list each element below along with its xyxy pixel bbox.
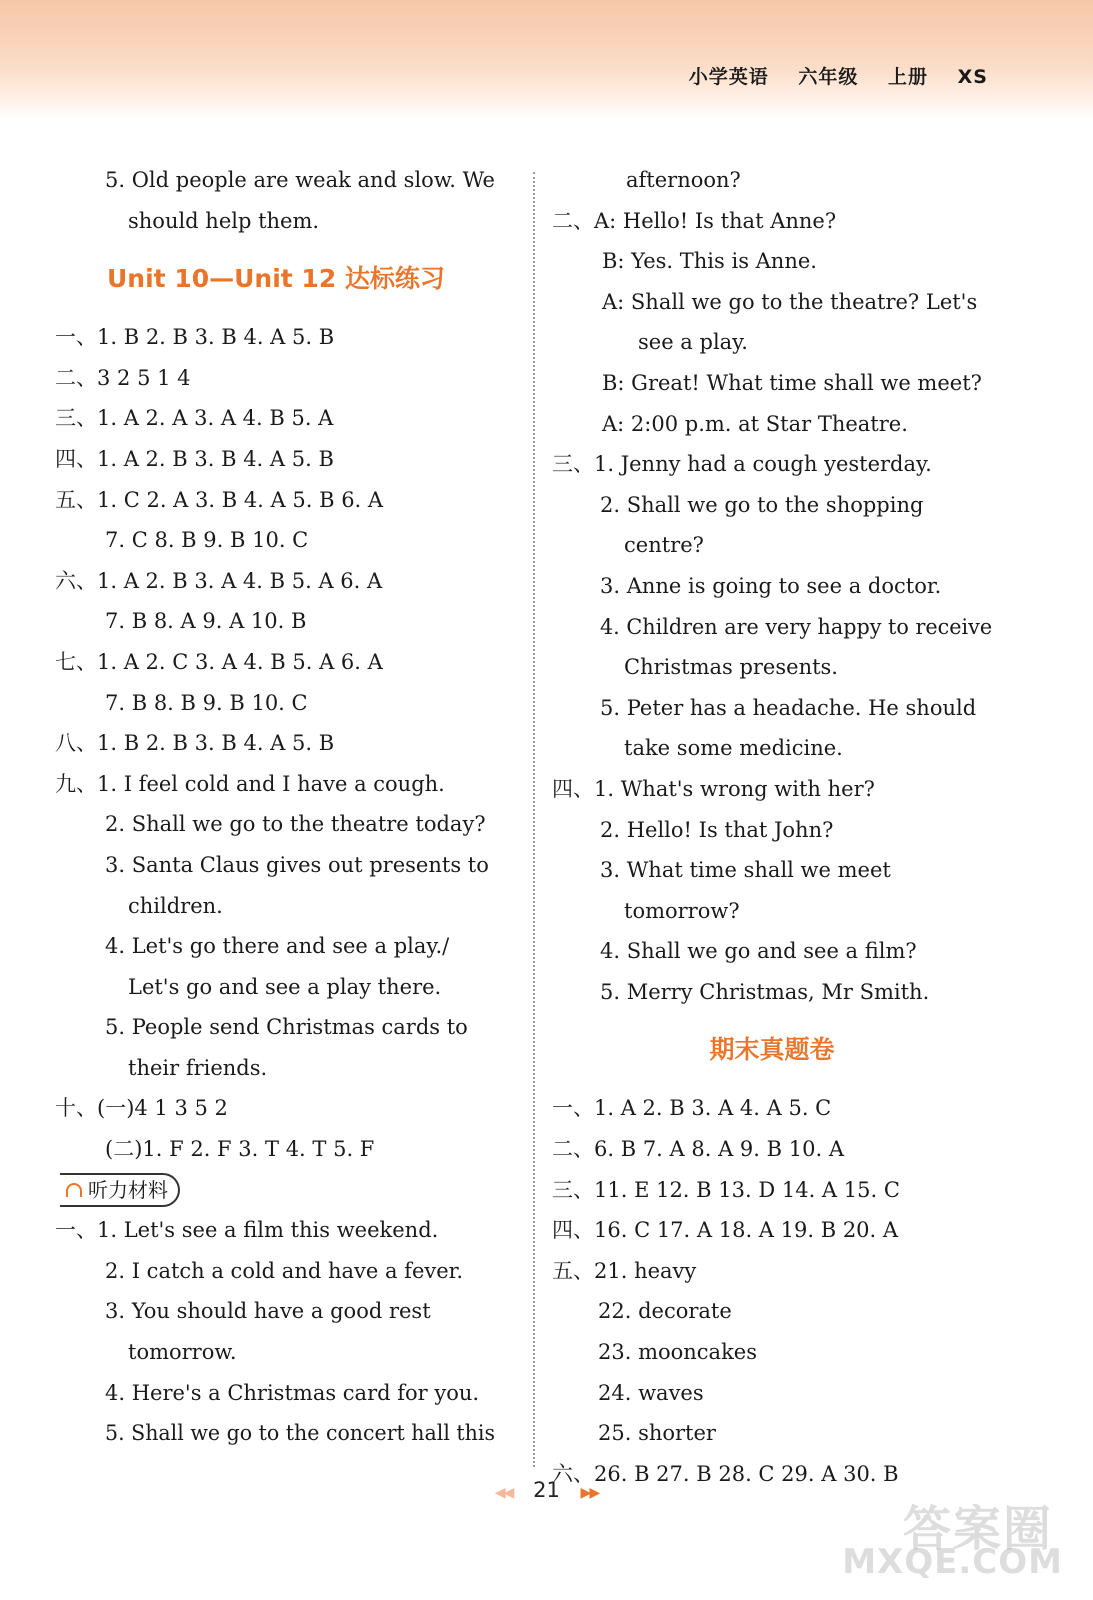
book-info [667, 62, 988, 89]
answer-text: 三、11. E 12. B 13. D 14. A 15. C [552, 1177, 900, 1202]
answer-line [552, 647, 992, 688]
answer-line [55, 201, 495, 242]
answer-text: 3. You should have a good rest [105, 1299, 431, 1324]
watermark-logo: 答案圈 [902, 1501, 1053, 1557]
answer-text: 七、1. A 2. C 3. A 4. B 5. A 6. A [55, 649, 383, 674]
answer-line [55, 358, 495, 399]
section-heading [552, 1012, 992, 1088]
listening-material-label [55, 1170, 495, 1211]
answer-text: children. [128, 893, 223, 918]
answer-line [55, 683, 495, 724]
answer-text: 4. Here's a Christmas card for you. [105, 1380, 480, 1405]
answer-line [552, 1413, 992, 1454]
answer-line [552, 1210, 992, 1251]
answer-text: 5. People send Christmas cards to [105, 1015, 468, 1040]
answer-line [55, 317, 495, 358]
answer-text: take some medicine. [624, 736, 843, 761]
answer-text: (二)1. F 2. F 3. T 4. T 5. F [105, 1137, 375, 1162]
answer-text: A: 2:00 p.m. at Star Theatre. [602, 411, 908, 436]
header-band [0, 0, 1093, 118]
answer-line [552, 972, 992, 1013]
listening-material-text: 听力材料 [88, 1177, 168, 1202]
answer-line [55, 764, 495, 805]
answer-text: see a play. [638, 330, 748, 355]
answer-line [552, 850, 992, 891]
answer-line [55, 804, 495, 845]
answer-text: 7. B 8. B 9. B 10. C [105, 690, 308, 715]
answer-line [552, 363, 992, 404]
answer-text: 7. C 8. B 9. B 10. C [105, 528, 309, 553]
answer-text: 一、1. Let's see a film this weekend. [55, 1218, 439, 1243]
answer-line [552, 931, 992, 972]
answer-line [552, 688, 992, 729]
answer-line [55, 398, 495, 439]
answer-text: 2. Shall we go to the theatre today? [105, 812, 486, 837]
answer-text: 五、1. C 2. A 3. B 4. A 5. B 6. A [55, 487, 384, 512]
answer-text: 一、1. A 2. B 3. A 4. A 5. C [552, 1096, 832, 1121]
answer-text: 7. B 8. A 9. A 10. B [105, 609, 307, 634]
answer-line [552, 201, 992, 242]
answer-text: 3. Anne is going to see a doctor. [600, 573, 942, 598]
answer-text: 5. Peter has a headache. He should [600, 695, 977, 720]
answer-text: 六、1. A 2. B 3. A 4. B 5. A 6. A [55, 568, 383, 593]
answer-line [552, 322, 992, 363]
answer-text: B: Yes. This is Anne. [602, 249, 817, 274]
answer-text: 22. decorate [598, 1299, 732, 1324]
answer-text: 23. mooncakes [598, 1340, 758, 1365]
left-answer-column [55, 160, 495, 1454]
answer-line [55, 723, 495, 764]
answer-line [552, 241, 992, 282]
answer-line [55, 520, 495, 561]
answer-text: tomorrow. [128, 1340, 237, 1365]
answer-line [552, 525, 992, 566]
answer-text: 六、26. B 27. B 28. C 29. A 30. B [552, 1461, 899, 1486]
watermark-url: MXQE.COM [842, 1542, 1063, 1582]
answer-line [55, 1332, 495, 1373]
answer-line [55, 845, 495, 886]
answer-line [552, 160, 992, 201]
answer-line [552, 282, 992, 323]
answer-line [55, 926, 495, 967]
answer-line [55, 1088, 495, 1129]
answer-line [552, 607, 992, 648]
answer-line [55, 601, 495, 642]
answer-line [55, 967, 495, 1008]
answer-text: 五、21. heavy [552, 1258, 697, 1283]
answer-text: 二、6. B 7. A 8. A 9. B 10. A [552, 1137, 844, 1162]
column-divider [533, 172, 535, 1467]
answer-line [552, 1291, 992, 1332]
answer-text: B: Great! What time shall we meet? [602, 370, 982, 395]
answer-line [552, 444, 992, 485]
answer-line [55, 642, 495, 683]
answer-line [55, 439, 495, 480]
answer-line [55, 1373, 495, 1414]
answer-line [552, 1088, 992, 1129]
answer-text: centre? [624, 533, 704, 558]
answer-line [552, 1129, 992, 1170]
answer-text: 一、1. B 2. B 3. B 4. A 5. B [55, 325, 335, 350]
answer-text: 二、A: Hello! Is that Anne? [552, 208, 837, 233]
answer-text: 24. waves [598, 1380, 704, 1405]
answer-line [552, 728, 992, 769]
answer-line [552, 769, 992, 810]
headphone-icon [66, 1183, 82, 1197]
answer-line [552, 1251, 992, 1292]
answer-text: 3. Santa Claus gives out presents to [105, 852, 489, 877]
right-answer-column [552, 160, 992, 1494]
answer-line [55, 160, 495, 201]
answer-line [552, 810, 992, 851]
answer-line [552, 891, 992, 932]
answer-text: 二、3 2 5 1 4 [55, 365, 191, 390]
answer-line [55, 1210, 495, 1251]
answer-text: 25. shorter [598, 1421, 716, 1446]
answer-text: 八、1. B 2. B 3. B 4. A 5. B [55, 731, 335, 756]
answer-text: tomorrow? [624, 898, 740, 923]
answer-text: 十、(一)4 1 3 5 2 [55, 1096, 228, 1121]
answer-line [552, 1170, 992, 1211]
answer-line [552, 566, 992, 607]
answer-line [55, 886, 495, 927]
answer-line [55, 1129, 495, 1170]
answer-line [55, 480, 495, 521]
answer-line [55, 1251, 495, 1292]
answer-line [552, 404, 992, 445]
answer-text: 4. Shall we go and see a film? [600, 939, 917, 964]
grade-label: 六年级 [798, 66, 859, 88]
page-number: 21 [533, 1478, 560, 1502]
answer-text: 2. Hello! Is that John? [600, 817, 834, 842]
answer-line [55, 1291, 495, 1332]
edition-label: XS [957, 66, 988, 88]
answer-text: 4. Let's go there and see a play./ [105, 934, 450, 959]
answer-text: 2. I catch a cold and have a fever. [105, 1258, 464, 1283]
subject-label: 小学英语 [688, 66, 769, 88]
answer-line [55, 1413, 495, 1454]
answer-text: 4. Children are very happy to receive [600, 614, 993, 639]
answer-text: A: Shall we go to the theatre? Let's [602, 289, 978, 314]
answer-text: 四、16. C 17. A 18. A 19. B 20. A [552, 1218, 899, 1243]
answer-text: 九、1. I feel cold and I have a cough. [55, 771, 445, 796]
answer-text: should help them. [128, 208, 320, 233]
answer-text: 2. Shall we go to the shopping [600, 492, 924, 517]
section-heading-text: 期末真题卷 [709, 1035, 835, 1065]
answer-text: 5. Shall we go to the concert hall this [105, 1421, 496, 1446]
answer-line [55, 1007, 495, 1048]
answer-text: afternoon? [626, 168, 741, 192]
answer-line [552, 485, 992, 526]
listening-material-pill [60, 1173, 180, 1207]
section-heading [55, 241, 495, 317]
answer-text: their friends. [128, 1055, 268, 1080]
answer-line [552, 1373, 992, 1414]
section-heading-text: Unit 10—Unit 12 达标练习 [107, 264, 445, 294]
answer-text: 3. What time shall we meet [600, 858, 891, 883]
answer-text: 三、1. Jenny had a cough yesterday. [552, 452, 932, 477]
answer-text: Christmas presents. [624, 655, 838, 680]
answer-line [552, 1332, 992, 1373]
answer-line [55, 561, 495, 602]
prev-page-arrows-icon: ◀◀ [494, 1485, 513, 1501]
answer-line [55, 1048, 495, 1089]
answer-text: Let's go and see a play there. [128, 974, 442, 999]
next-page-arrows-icon: ▶▶ [580, 1485, 599, 1501]
answer-text: 5. Old people are weak and slow. We [105, 168, 495, 192]
answer-text: 5. Merry Christmas, Mr Smith. [600, 979, 930, 1004]
volume-label: 上册 [888, 66, 929, 88]
answer-text: 四、1. What's wrong with her? [552, 776, 875, 801]
answer-text: 四、1. A 2. B 3. B 4. A 5. B [55, 446, 334, 471]
answer-text: 三、1. A 2. A 3. A 4. B 5. A [55, 406, 334, 431]
